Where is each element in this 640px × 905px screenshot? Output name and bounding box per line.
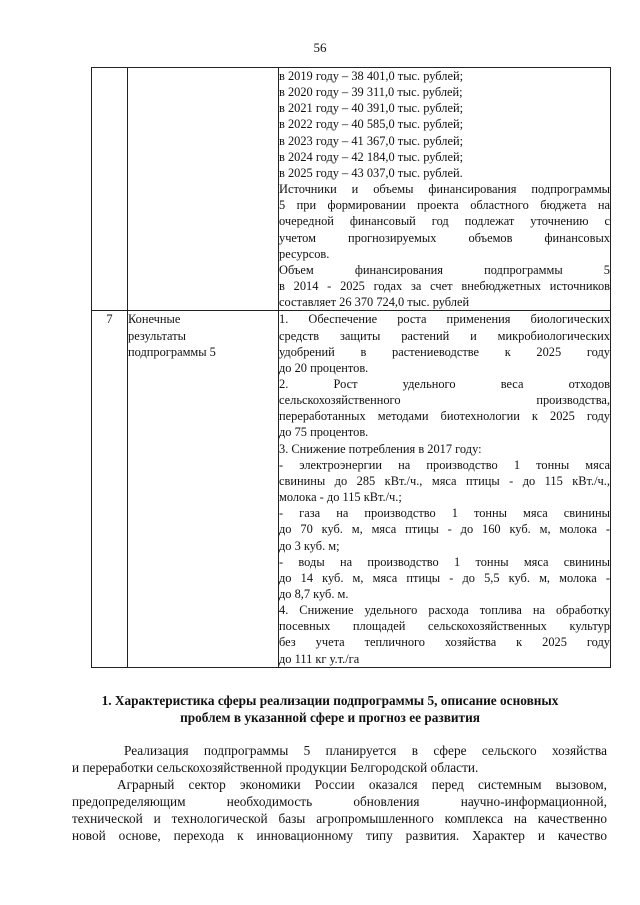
row-title-line: Конечные [128,312,181,327]
row-title-line: результаты [128,328,186,343]
section-heading [70,692,590,726]
paragraph-line: Аграрный сектор экономики России оказался перед системным вызовом, [117,777,607,792]
text-line: 3. Снижение потребления в 2017 году: [279,441,482,456]
text-line: до 14 куб. м, мяса птицы - до 5,5 куб. м, молока - [279,570,610,585]
text-line: - газа на производство 1 тонны мяса свинины [279,506,610,521]
paragraph-line: новой основе, перехода к инновационному типу развития. Характер и качество [72,828,607,843]
table-row-continued [92,68,611,311]
text-line: в 2025 году – 43 037,0 тыс. рублей. [279,165,463,180]
text-line: посевных площадей сельскохозяйственных культур [279,619,610,634]
text-line: 5 при формировании проекта областного бюджета на [279,198,610,213]
paragraph-line: Реализация подпрограммы 5 планируется в сфере сельского хозяйства [124,743,607,758]
paragraph-line: технической и технологической базы агропромышленного комплекса на качественно [72,811,607,826]
text-line: в 2020 году – 39 311,0 тыс. рублей; [279,85,463,100]
text-line: переработанных методами биотехнологии к 2025 году [279,409,610,424]
text-line: до 75 процентов. [279,425,369,440]
text-line: 4. Снижение удельного расхода топлива на обработку [279,603,610,618]
row-number: 7 [92,311,128,667]
passport-table [91,67,611,668]
paragraph-line: предопределяющим необходимость обновления научно-информационной, [72,794,607,809]
heading-line: проблем в указанной сфере и прогноз ее развития [180,710,480,725]
row-title-line: подпрограммы 5 [128,344,216,359]
text-line: Объем финансирования подпрограммы 5 [279,262,610,277]
text-line: - электроэнергии на производство 1 тонны мяса [279,457,610,472]
text-line: молока - до 115 кВт./ч.; [279,490,402,505]
text-line: до 70 куб. м, мяса птицы - до 160 куб. м, молока - [279,522,610,537]
text-line: 1. Обеспечение роста применения биологических [279,312,610,327]
paragraph-line: и переработки сельскохозяйственной продукции Белгородской области. [72,760,479,775]
financing-content-cell [279,68,611,311]
text-line: до 3 куб. м; [279,538,340,553]
table-row-7 [92,311,611,667]
text-line: учетом прогнозируемых объемов финансовых [279,230,610,245]
row-name-cell-empty [128,68,279,311]
results-content-cell [279,311,611,667]
page-number: 56 [313,40,327,55]
text-line: без учета тепличного хозяйства к 2025 году [279,635,610,650]
text-line: удобрений в растениеводстве к 2025 году [279,344,610,359]
text-line: средств защиты растений и микробиологических [279,328,610,343]
text-line: сельскохозяйственного производства, [279,393,610,408]
text-line: в 2022 году – 40 585,0 тыс. рублей; [279,117,464,132]
text-line: в 2021 году – 40 391,0 тыс. рублей; [279,101,464,116]
text-line: до 111 кг у.т./га [279,651,360,666]
text-line: Источники и объемы финансирования подпрограммы [279,182,610,197]
text-line: свинины до 285 кВт./ч., мяса птицы - до 115 кВт./ч., [279,473,610,488]
text-line: в 2023 году – 41 367,0 тыс. рублей; [279,133,464,148]
body-text [72,742,607,844]
row-title [128,311,279,667]
row-number-cell-empty [92,68,128,311]
text-line: в 2014 - 2025 годах за счет внебюджетных источников [279,279,610,294]
text-line: до 8,7 куб. м. [279,587,349,601]
text-line: в 2024 году – 42 184,0 тыс. рублей; [279,149,464,164]
text-line: в 2019 году – 38 401,0 тыс. рублей; [279,69,464,83]
text-line: ресурсов. [279,246,330,261]
text-line: составляет 26 370 724,0 тыс. рублей [279,295,470,310]
text-line: 2. Рост удельного веса отходов [279,376,610,391]
heading-line: 1. Характеристика сферы реализации подпрограммы 5, описание основных [101,693,559,708]
text-line: до 20 процентов. [279,360,369,375]
text-line: - воды на производство 1 тонны мяса свинины [279,554,610,569]
text-line: очередной финансовый год подлежат уточнению с [279,214,610,229]
